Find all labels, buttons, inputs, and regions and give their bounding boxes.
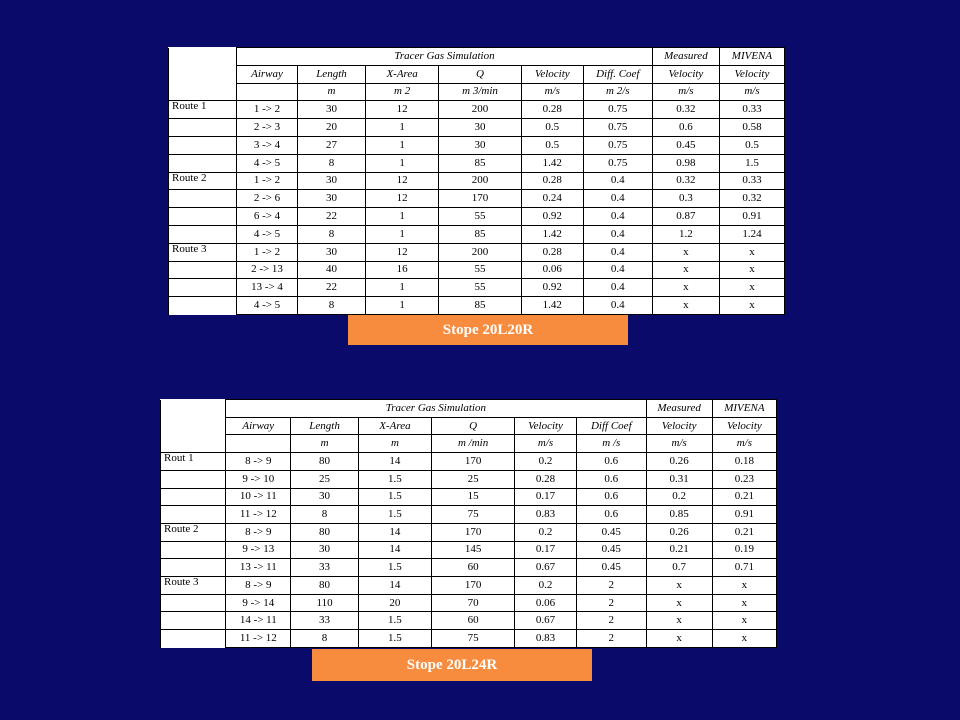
data-cell: 0.32 bbox=[652, 172, 719, 190]
data-cell: 0.67 bbox=[514, 559, 576, 577]
data-cell: 33 bbox=[291, 559, 358, 577]
data-cell: 9 -> 14 bbox=[226, 594, 291, 612]
column-header-cell: Length bbox=[297, 65, 365, 83]
data-cell: 12 bbox=[366, 190, 439, 208]
data-cell: 14 bbox=[358, 577, 431, 595]
data-cell: 1 bbox=[366, 225, 439, 243]
data-cell: 1.42 bbox=[521, 154, 583, 172]
data-cell: 0.6 bbox=[652, 119, 719, 137]
header-blank-cell bbox=[161, 417, 226, 435]
route-label-cell bbox=[161, 594, 226, 612]
data-cell: x bbox=[719, 297, 784, 315]
data-cell: 2 -> 3 bbox=[237, 119, 298, 137]
unit-cell: m/s bbox=[514, 435, 576, 453]
data-cell: 55 bbox=[439, 208, 522, 226]
data-cell: 200 bbox=[439, 172, 522, 190]
table-row bbox=[169, 101, 785, 119]
table-caption: Stope 20L20R bbox=[348, 315, 628, 345]
data-table bbox=[168, 47, 785, 315]
data-cell: 55 bbox=[439, 261, 522, 279]
route-label-cell bbox=[161, 488, 226, 506]
route-label-cell bbox=[169, 190, 237, 208]
mivena-header-cell: MIVENA bbox=[712, 400, 776, 418]
data-cell: 0.23 bbox=[712, 470, 776, 488]
data-cell: 60 bbox=[432, 612, 515, 630]
data-cell: 0.45 bbox=[577, 541, 646, 559]
data-cell: 30 bbox=[291, 541, 358, 559]
data-cell: 1 bbox=[366, 279, 439, 297]
column-header-cell: X-Area bbox=[358, 417, 431, 435]
data-cell: 0.06 bbox=[521, 261, 583, 279]
data-cell: 1 bbox=[366, 297, 439, 315]
data-cell: 0.92 bbox=[521, 279, 583, 297]
header-row bbox=[169, 48, 785, 66]
data-cell: x bbox=[712, 577, 776, 595]
data-cell: 1.5 bbox=[358, 559, 431, 577]
route-label-cell bbox=[169, 154, 237, 172]
data-cell: 1 -> 2 bbox=[237, 172, 298, 190]
data-cell: 0.2 bbox=[646, 488, 712, 506]
route-label-cell bbox=[161, 541, 226, 559]
group-header-cell: Tracer Gas Simulation bbox=[237, 48, 653, 66]
data-cell: 170 bbox=[432, 523, 515, 541]
data-cell: 0.21 bbox=[646, 541, 712, 559]
data-cell: x bbox=[719, 261, 784, 279]
data-cell: 1.5 bbox=[358, 488, 431, 506]
data-cell: 0.33 bbox=[719, 101, 784, 119]
data-cell: 4 -> 5 bbox=[237, 154, 298, 172]
data-cell: 0.58 bbox=[719, 119, 784, 137]
data-cell: 12 bbox=[366, 101, 439, 119]
data-cell: 1.42 bbox=[521, 225, 583, 243]
data-cell: 13 -> 11 bbox=[226, 559, 291, 577]
data-cell: 0.21 bbox=[712, 523, 776, 541]
data-cell: 110 bbox=[291, 594, 358, 612]
data-cell: 14 bbox=[358, 523, 431, 541]
data-cell: 0.6 bbox=[577, 470, 646, 488]
data-cell: 75 bbox=[432, 506, 515, 524]
table-row bbox=[169, 279, 785, 297]
data-cell: x bbox=[712, 630, 776, 648]
table-stope-20l20r bbox=[168, 47, 785, 315]
route-label-cell: Route 2 bbox=[161, 523, 226, 541]
data-cell: 8 -> 9 bbox=[226, 453, 291, 471]
data-cell: 1 bbox=[366, 119, 439, 137]
header-row bbox=[161, 417, 777, 435]
data-cell: 15 bbox=[432, 488, 515, 506]
data-cell: 0.92 bbox=[521, 208, 583, 226]
column-header-cell: Q bbox=[432, 417, 515, 435]
header-blank-cell bbox=[169, 48, 237, 66]
route-label-cell bbox=[169, 208, 237, 226]
data-cell: 20 bbox=[297, 119, 365, 137]
mivena-header-cell: MIVENA bbox=[719, 48, 784, 66]
data-cell: 1.5 bbox=[719, 154, 784, 172]
unit-cell bbox=[237, 83, 298, 101]
data-cell: 1.5 bbox=[358, 630, 431, 648]
route-label-cell bbox=[169, 225, 237, 243]
data-cell: 0.5 bbox=[719, 136, 784, 154]
data-cell: 1.2 bbox=[652, 225, 719, 243]
data-cell: 0.4 bbox=[583, 297, 652, 315]
header-blank-cell bbox=[161, 400, 226, 418]
data-cell: 8 -> 9 bbox=[226, 523, 291, 541]
data-cell: 0.5 bbox=[521, 119, 583, 137]
route-label-cell bbox=[169, 119, 237, 137]
data-cell: 30 bbox=[297, 190, 365, 208]
table-row bbox=[161, 541, 777, 559]
data-cell: 12 bbox=[366, 243, 439, 261]
column-header-cell: Velocity bbox=[652, 65, 719, 83]
header-row bbox=[169, 65, 785, 83]
data-cell: 85 bbox=[439, 297, 522, 315]
data-cell: 8 bbox=[291, 630, 358, 648]
route-label-cell bbox=[169, 279, 237, 297]
column-header-cell: Velocity bbox=[712, 417, 776, 435]
measured-header-cell: Measured bbox=[646, 400, 712, 418]
data-cell: x bbox=[646, 594, 712, 612]
data-cell: 0.98 bbox=[652, 154, 719, 172]
data-cell: 11 -> 12 bbox=[226, 630, 291, 648]
table-row bbox=[161, 453, 777, 471]
data-cell: x bbox=[712, 612, 776, 630]
route-label-cell bbox=[169, 136, 237, 154]
data-cell: x bbox=[646, 577, 712, 595]
data-cell: 3 -> 4 bbox=[237, 136, 298, 154]
unit-cell: m/s bbox=[719, 83, 784, 101]
data-cell: 0.28 bbox=[521, 243, 583, 261]
data-cell: 8 bbox=[297, 225, 365, 243]
data-cell: 0.83 bbox=[514, 506, 576, 524]
data-cell: 1.5 bbox=[358, 612, 431, 630]
header-row bbox=[161, 400, 777, 418]
table-row bbox=[161, 488, 777, 506]
data-cell: 1 bbox=[366, 208, 439, 226]
data-cell: 30 bbox=[291, 488, 358, 506]
data-cell: 0.4 bbox=[583, 190, 652, 208]
data-cell: 8 bbox=[291, 506, 358, 524]
table-row bbox=[161, 470, 777, 488]
route-label-cell bbox=[169, 261, 237, 279]
data-cell: 0.87 bbox=[652, 208, 719, 226]
unit-cell: m/s bbox=[646, 435, 712, 453]
data-cell: x bbox=[652, 261, 719, 279]
data-cell: 40 bbox=[297, 261, 365, 279]
table-row bbox=[169, 208, 785, 226]
data-cell: 0.4 bbox=[583, 261, 652, 279]
route-label-cell: Route 2 bbox=[169, 172, 237, 190]
data-cell: 2 -> 6 bbox=[237, 190, 298, 208]
unit-cell: m/s bbox=[652, 83, 719, 101]
column-header-cell: Airway bbox=[226, 417, 291, 435]
data-cell: 0.2 bbox=[514, 453, 576, 471]
data-cell: 27 bbox=[297, 136, 365, 154]
data-cell: 0.3 bbox=[652, 190, 719, 208]
data-cell: 0.91 bbox=[719, 208, 784, 226]
data-cell: 25 bbox=[432, 470, 515, 488]
unit-cell: m 2/s bbox=[583, 83, 652, 101]
data-cell: 0.75 bbox=[583, 136, 652, 154]
table-row bbox=[169, 154, 785, 172]
data-cell: 6 -> 4 bbox=[237, 208, 298, 226]
unit-cell: m /s bbox=[577, 435, 646, 453]
table-row bbox=[161, 506, 777, 524]
data-cell: 2 bbox=[577, 630, 646, 648]
data-cell: 30 bbox=[297, 172, 365, 190]
table-row bbox=[169, 261, 785, 279]
data-cell: 1 -> 2 bbox=[237, 101, 298, 119]
data-cell: 170 bbox=[432, 453, 515, 471]
data-cell: 1 bbox=[366, 136, 439, 154]
data-cell: x bbox=[646, 630, 712, 648]
data-cell: 200 bbox=[439, 101, 522, 119]
data-cell: 0.17 bbox=[514, 541, 576, 559]
data-cell: 0.85 bbox=[646, 506, 712, 524]
unit-cell: m 2 bbox=[366, 83, 439, 101]
data-cell: 1 -> 2 bbox=[237, 243, 298, 261]
data-cell: 85 bbox=[439, 154, 522, 172]
data-cell: 0.83 bbox=[514, 630, 576, 648]
table-row bbox=[169, 225, 785, 243]
data-cell: 0.75 bbox=[583, 101, 652, 119]
data-cell: 1 bbox=[366, 154, 439, 172]
data-cell: 8 -> 9 bbox=[226, 577, 291, 595]
data-cell: 0.26 bbox=[646, 523, 712, 541]
route-label-cell bbox=[161, 506, 226, 524]
data-cell: 0.21 bbox=[712, 488, 776, 506]
group-header-cell: Tracer Gas Simulation bbox=[226, 400, 646, 418]
data-cell: x bbox=[719, 243, 784, 261]
data-cell: 33 bbox=[291, 612, 358, 630]
data-cell: x bbox=[652, 243, 719, 261]
column-header-cell: Diff Coef bbox=[577, 417, 646, 435]
column-header-cell: X-Area bbox=[366, 65, 439, 83]
route-label-cell bbox=[161, 470, 226, 488]
route-label-cell: Route 1 bbox=[169, 101, 237, 119]
data-cell: 1.24 bbox=[719, 225, 784, 243]
column-header-cell: Length bbox=[291, 417, 358, 435]
data-cell: 8 bbox=[297, 154, 365, 172]
data-cell: 85 bbox=[439, 225, 522, 243]
data-cell: 0.91 bbox=[712, 506, 776, 524]
data-cell: 2 -> 13 bbox=[237, 261, 298, 279]
data-cell: 0.28 bbox=[521, 172, 583, 190]
table-caption: Stope 20L24R bbox=[312, 649, 592, 681]
header-blank-cell bbox=[169, 65, 237, 83]
data-cell: 0.4 bbox=[583, 172, 652, 190]
data-cell: 0.4 bbox=[583, 225, 652, 243]
data-cell: 0.5 bbox=[521, 136, 583, 154]
data-cell: 14 bbox=[358, 453, 431, 471]
data-cell: 1.5 bbox=[358, 470, 431, 488]
data-cell: 0.4 bbox=[583, 243, 652, 261]
route-label-cell bbox=[161, 559, 226, 577]
data-cell: 22 bbox=[297, 279, 365, 297]
route-label-cell: Rout 1 bbox=[161, 453, 226, 471]
column-header-cell: Velocity bbox=[646, 417, 712, 435]
data-cell: 0.7 bbox=[646, 559, 712, 577]
route-label-cell bbox=[169, 297, 237, 315]
data-cell: 0.71 bbox=[712, 559, 776, 577]
data-cell: 30 bbox=[439, 119, 522, 137]
unit-cell: m/s bbox=[521, 83, 583, 101]
data-cell: 0.24 bbox=[521, 190, 583, 208]
data-cell: 60 bbox=[432, 559, 515, 577]
table-row bbox=[169, 243, 785, 261]
data-cell: 14 -> 11 bbox=[226, 612, 291, 630]
data-cell: 13 -> 4 bbox=[237, 279, 298, 297]
table-row bbox=[169, 172, 785, 190]
data-cell: 0.45 bbox=[577, 523, 646, 541]
data-cell: 11 -> 12 bbox=[226, 506, 291, 524]
unit-cell: m bbox=[297, 83, 365, 101]
data-cell: 9 -> 10 bbox=[226, 470, 291, 488]
column-header-cell: Airway bbox=[237, 65, 298, 83]
data-cell: 0.17 bbox=[514, 488, 576, 506]
header-blank-cell bbox=[161, 435, 226, 453]
data-cell: 0.6 bbox=[577, 488, 646, 506]
data-cell: x bbox=[719, 279, 784, 297]
data-cell: 30 bbox=[297, 243, 365, 261]
data-cell: 0.31 bbox=[646, 470, 712, 488]
unit-cell: m bbox=[291, 435, 358, 453]
data-cell: 0.06 bbox=[514, 594, 576, 612]
data-cell: 55 bbox=[439, 279, 522, 297]
table-row bbox=[161, 559, 777, 577]
data-cell: 30 bbox=[297, 101, 365, 119]
data-cell: 20 bbox=[358, 594, 431, 612]
table-row bbox=[169, 297, 785, 315]
data-cell: 170 bbox=[432, 577, 515, 595]
data-cell: 0.26 bbox=[646, 453, 712, 471]
data-cell: 0.6 bbox=[577, 506, 646, 524]
data-cell: 2 bbox=[577, 594, 646, 612]
route-label-cell bbox=[161, 612, 226, 630]
table-row bbox=[161, 523, 777, 541]
data-cell: 75 bbox=[432, 630, 515, 648]
data-cell: 0.18 bbox=[712, 453, 776, 471]
route-label-cell bbox=[161, 630, 226, 648]
data-cell: 12 bbox=[366, 172, 439, 190]
data-cell: 9 -> 13 bbox=[226, 541, 291, 559]
table-stope-20l24r bbox=[160, 399, 777, 648]
data-cell: 0.2 bbox=[514, 577, 576, 595]
column-header-cell: Velocity bbox=[514, 417, 576, 435]
data-cell: 0.45 bbox=[652, 136, 719, 154]
data-cell: 4 -> 5 bbox=[237, 225, 298, 243]
unit-cell: m /min bbox=[432, 435, 515, 453]
table-row bbox=[161, 612, 777, 630]
data-cell: 80 bbox=[291, 453, 358, 471]
data-cell: 22 bbox=[297, 208, 365, 226]
column-header-cell: Velocity bbox=[719, 65, 784, 83]
data-cell: 200 bbox=[439, 243, 522, 261]
units-row bbox=[169, 83, 785, 101]
unit-cell: m 3/min bbox=[439, 83, 522, 101]
column-header-cell: Diff. Coef bbox=[583, 65, 652, 83]
data-cell: 0.4 bbox=[583, 208, 652, 226]
data-cell: 30 bbox=[439, 136, 522, 154]
data-cell: 0.45 bbox=[577, 559, 646, 577]
data-cell: 2 bbox=[577, 612, 646, 630]
data-cell: 25 bbox=[291, 470, 358, 488]
data-cell: 4 -> 5 bbox=[237, 297, 298, 315]
column-header-cell: Velocity bbox=[521, 65, 583, 83]
data-cell: 0.33 bbox=[719, 172, 784, 190]
table-row bbox=[169, 119, 785, 137]
data-cell: 16 bbox=[366, 261, 439, 279]
data-cell: x bbox=[712, 594, 776, 612]
data-cell: 145 bbox=[432, 541, 515, 559]
unit-cell bbox=[226, 435, 291, 453]
data-cell: 0.75 bbox=[583, 119, 652, 137]
column-header-cell: Q bbox=[439, 65, 522, 83]
measured-header-cell: Measured bbox=[652, 48, 719, 66]
data-cell: 170 bbox=[439, 190, 522, 208]
table-row bbox=[161, 630, 777, 648]
data-cell: 0.28 bbox=[514, 470, 576, 488]
data-cell: 0.2 bbox=[514, 523, 576, 541]
data-cell: 0.32 bbox=[719, 190, 784, 208]
table-row bbox=[169, 136, 785, 154]
data-cell: 2 bbox=[577, 577, 646, 595]
data-cell: x bbox=[646, 612, 712, 630]
data-cell: 0.75 bbox=[583, 154, 652, 172]
data-table bbox=[160, 399, 777, 648]
header-blank-cell bbox=[169, 83, 237, 101]
data-cell: 0.28 bbox=[521, 101, 583, 119]
data-cell: 0.4 bbox=[583, 279, 652, 297]
route-label-cell: Route 3 bbox=[161, 577, 226, 595]
data-cell: 70 bbox=[432, 594, 515, 612]
data-cell: 0.6 bbox=[577, 453, 646, 471]
table-row bbox=[169, 190, 785, 208]
data-cell: 1.5 bbox=[358, 506, 431, 524]
unit-cell: m/s bbox=[712, 435, 776, 453]
data-cell: 8 bbox=[297, 297, 365, 315]
table-row bbox=[161, 594, 777, 612]
data-cell: 0.19 bbox=[712, 541, 776, 559]
data-cell: 10 -> 11 bbox=[226, 488, 291, 506]
table-row bbox=[161, 577, 777, 595]
data-cell: 80 bbox=[291, 577, 358, 595]
data-cell: 0.32 bbox=[652, 101, 719, 119]
units-row bbox=[161, 435, 777, 453]
data-cell: x bbox=[652, 279, 719, 297]
data-cell: x bbox=[652, 297, 719, 315]
data-cell: 1.42 bbox=[521, 297, 583, 315]
data-cell: 14 bbox=[358, 541, 431, 559]
data-cell: 80 bbox=[291, 523, 358, 541]
unit-cell: m bbox=[358, 435, 431, 453]
data-cell: 0.67 bbox=[514, 612, 576, 630]
route-label-cell: Route 3 bbox=[169, 243, 237, 261]
